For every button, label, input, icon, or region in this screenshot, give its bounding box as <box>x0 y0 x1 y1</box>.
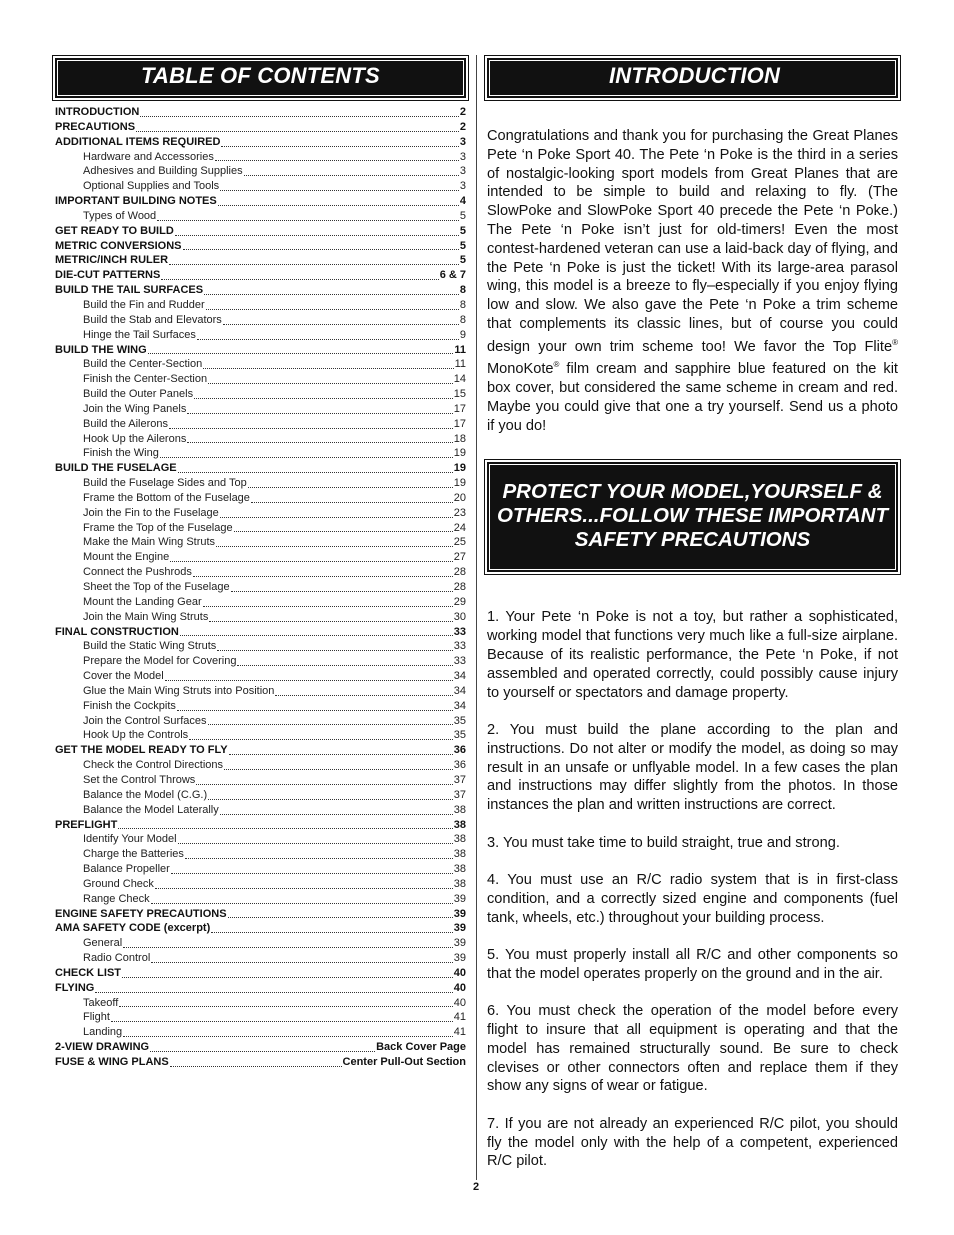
toc-entry-page: 38 <box>453 877 466 890</box>
toc-entry <box>55 446 466 461</box>
toc-entry-page: 39 <box>453 907 466 920</box>
toc-leader-dots <box>123 946 453 948</box>
toc-entry-page: 2 <box>459 106 466 118</box>
toc-entry-page: 18 <box>453 432 466 445</box>
toc-leader-dots <box>118 827 452 829</box>
toc-entry <box>55 788 466 803</box>
precaution-item: 4. You must use an R/C radio system that is in first-class condition, and a correctly sized engine and components (fuel tank, wheels, etc.) throughout your building process. <box>487 872 898 926</box>
toc-leader-dots <box>251 501 453 503</box>
toc-leader-dots <box>175 234 459 236</box>
toc-entry-page: 39 <box>453 952 466 965</box>
toc-leader-dots <box>157 219 459 221</box>
toc-entry <box>55 253 466 268</box>
toc-leader-dots <box>216 545 453 547</box>
toc-leader-dots <box>275 694 452 696</box>
toc-entry-label: Sheet the Top of the Fuselage <box>83 581 230 593</box>
toc-entry-label: BUILD THE WING <box>55 343 147 356</box>
toc-entry-page: 41 <box>453 1026 466 1039</box>
toc-leader-dots <box>169 263 459 265</box>
toc-entry <box>55 105 466 120</box>
toc-leader-dots <box>248 486 453 488</box>
introduction-banner <box>487 58 898 98</box>
toc-entry-label: Build the Outer Panels <box>83 388 194 401</box>
toc-entry <box>55 818 466 833</box>
toc-entry <box>55 268 466 283</box>
toc-entry-page: 19 <box>453 447 466 460</box>
toc-entry-page: 34 <box>453 684 466 697</box>
toc-leader-dots <box>171 872 453 874</box>
introduction-text-part2: MonoKote <box>487 361 554 378</box>
toc-leader-dots <box>221 145 458 147</box>
toc-entry <box>55 164 466 179</box>
precaution-item: 7. If you are not already an experienced R/C pilot, you should fly the model only with the help of a competent, experienced R/C pilot. <box>487 1115 898 1170</box>
toc-leader-dots <box>140 115 459 117</box>
toc-entry-page: 38 <box>453 833 466 846</box>
toc-leader-dots <box>244 174 459 176</box>
toc-entry-label: Range Check <box>83 892 150 905</box>
toc-entry-page: 8 <box>459 284 466 297</box>
toc-entry <box>55 877 466 892</box>
toc-entry-page: 40 <box>453 966 466 979</box>
toc-entry-label: Hinge the Tail Surfaces <box>83 328 196 341</box>
toc-entry <box>55 862 466 877</box>
page-number: 2 <box>473 1181 480 1193</box>
toc-entry-label: Finish the Wing <box>83 447 159 460</box>
toc-entry-label: PREFLIGHT <box>55 818 118 831</box>
toc-entry-page: 38 <box>453 848 466 861</box>
toc-leader-dots <box>180 634 453 636</box>
toc-entry-label: METRIC/INCH RULER <box>55 254 169 267</box>
toc-entry <box>55 372 466 387</box>
toc-leader-dots <box>220 813 453 815</box>
toc-leader-dots <box>122 976 453 978</box>
precaution-item: 1. Your Pete ‘n Poke is not a toy, but rather a sophisticated, working model that functions very much like a full-size airplane. Because of its realistic performance, the Pete ‘n Poke, if not assembled and operated correctly, could possibly cause injury to yourself or spectators and damage property. <box>487 609 898 701</box>
toc-entry-page: 38 <box>453 803 466 816</box>
toc-leader-dots <box>194 397 453 399</box>
toc-entry-label: INTRODUCTION <box>55 106 140 118</box>
toc-leader-dots <box>165 679 453 681</box>
toc-entry-page: 20 <box>453 491 466 504</box>
toc-leader-dots <box>208 382 453 384</box>
toc-entry <box>55 684 466 699</box>
precaution-item: 5. You must properly install all R/C and other components so that the model operates properly on the ground and in the air. <box>487 947 898 982</box>
toc-entry <box>55 758 466 773</box>
toc-entry-label: CHECK LIST <box>55 966 121 979</box>
toc-entry <box>55 1040 466 1055</box>
toc-leader-dots <box>185 857 453 859</box>
toc-entry <box>55 565 466 580</box>
toc-entry-page: 33 <box>453 640 466 653</box>
toc-entry <box>55 224 466 239</box>
toc-entry-page: 39 <box>453 922 466 935</box>
toc-entry-page: 35 <box>453 714 466 727</box>
toc-entry-page: 19 <box>453 462 466 475</box>
toc-leader-dots <box>170 560 453 562</box>
toc-entry-page: 39 <box>453 937 466 950</box>
toc-entry-label: Flight <box>83 1011 110 1024</box>
toc-entry-page: 19 <box>453 477 466 490</box>
toc-entry <box>55 699 466 714</box>
toc-entry-label: BUILD THE TAIL SURFACES <box>55 284 204 297</box>
toc-leader-dots <box>177 709 453 711</box>
toc-entry <box>55 402 466 417</box>
toc-entry-page: 4 <box>459 195 466 208</box>
toc-entry-label: Optional Supplies and Tools <box>83 180 220 193</box>
toc-entry-label: General <box>83 937 123 950</box>
toc-entry-page: Center Pull-Out Section <box>342 1056 466 1068</box>
toc-entry-label: ENGINE SAFETY PRECAUTIONS <box>55 907 227 920</box>
toc-entry <box>55 135 466 150</box>
toc-entry-page: 9 <box>459 328 466 341</box>
toc-entry <box>55 981 466 996</box>
toc-leader-dots <box>237 664 452 666</box>
toc-entry-page: 2 <box>459 120 466 133</box>
toc-leader-dots <box>204 293 459 295</box>
toc-leader-dots <box>217 649 452 651</box>
toc-leader-dots <box>209 620 452 622</box>
toc-title: TABLE OF CONTENTS <box>141 63 380 88</box>
toc-entry-page: 38 <box>453 818 466 831</box>
toc-entry <box>55 714 466 729</box>
toc-entry-label: Ground Check <box>83 877 154 890</box>
toc-entry-label: METRIC CONVERSIONS <box>55 239 182 252</box>
toc-entry <box>55 209 466 224</box>
toc-entry-label: Connect the Pushrods <box>83 566 192 579</box>
toc-leader-dots <box>160 456 453 458</box>
toc-leader-dots <box>196 783 452 785</box>
toc-entry-label: Identify Your Model <box>83 833 177 846</box>
toc-entry <box>55 239 466 254</box>
toc-entry-label: Cover the Model <box>83 670 164 683</box>
toc-entry-label: IMPORTANT BUILDING NOTES <box>55 195 217 208</box>
toc-leader-dots <box>178 471 453 473</box>
toc-entry-page: 34 <box>453 699 466 712</box>
toc-entry-page: Back Cover Page <box>376 1041 466 1054</box>
toc-entry <box>55 535 466 550</box>
toc-leader-dots <box>206 308 459 310</box>
toc-entry-label: Build the Ailerons <box>83 417 168 430</box>
toc-entry-page: 11 <box>454 343 466 356</box>
right-column <box>487 58 898 1190</box>
toc-entry-label: Radio Control <box>83 952 151 965</box>
registered-mark: ® <box>892 337 898 347</box>
toc-entry-page: 36 <box>453 744 466 757</box>
toc-entry-label: FUSE & WING PLANS <box>55 1056 169 1068</box>
toc-entry <box>55 654 466 669</box>
toc-entry <box>55 432 466 447</box>
toc-entry <box>55 313 466 328</box>
toc-entry <box>55 966 466 981</box>
toc-entry <box>55 283 466 298</box>
toc-entry <box>55 743 466 758</box>
toc-entry-label: Hook Up the Controls <box>83 729 189 742</box>
toc-entry-page: 8 <box>459 298 466 311</box>
toc-entry-label: Join the Main Wing Struts <box>83 610 209 623</box>
toc-leader-dots <box>223 323 459 325</box>
toc-entry <box>55 328 466 343</box>
toc-entry <box>55 521 466 536</box>
toc-leader-dots <box>151 902 453 904</box>
toc-entry-page: 23 <box>453 506 466 519</box>
toc-entry-page: 27 <box>453 551 466 564</box>
toc-entry-label: Hook Up the Ailerons <box>83 432 187 445</box>
toc-entry-label: Glue the Main Wing Struts into Position <box>83 684 275 697</box>
precaution-item: 2. You must build the plane according to the plan and instructions. Do not alter or modify the model, as doing so may result in an unsafe or unflyable model. In a few cases the plan and instructions may differ slightly from the photos. In those instances the plan and written instructions are correct. <box>487 722 898 814</box>
toc-leader-dots <box>218 204 459 206</box>
toc-entry <box>55 580 466 595</box>
toc-entry-label: Charge the Batteries <box>83 848 184 861</box>
toc-leader-dots <box>169 427 453 429</box>
toc-entry-page: 40 <box>453 996 466 1009</box>
toc-leader-dots <box>211 931 453 933</box>
toc-entry-label: BUILD THE FUSELAGE <box>55 462 177 475</box>
toc-leader-dots <box>228 916 453 918</box>
toc-leader-dots <box>148 352 454 354</box>
toc-entry-label: Build the Fuselage Sides and Top <box>83 477 247 490</box>
toc-entry <box>55 907 466 922</box>
toc-leader-dots <box>187 412 452 414</box>
toc-entry <box>55 936 466 951</box>
toc-entry <box>55 1025 466 1040</box>
toc-entry-label: Join the Fin to the Fuselage <box>83 506 219 519</box>
toc-entry-page: 33 <box>453 655 466 668</box>
toc-entry-page: 39 <box>453 892 466 905</box>
toc-entry <box>55 595 466 610</box>
toc-leader-dots <box>161 278 438 280</box>
toc-entry-label: Frame the Bottom of the Fuselage <box>83 491 250 504</box>
toc-entry-label: DIE-CUT PATTERNS <box>55 269 161 282</box>
toc-entry-label: PRECAUTIONS <box>55 120 136 133</box>
toc-leader-dots <box>178 842 453 844</box>
toc-entry-label: AMA SAFETY CODE (excerpt) <box>55 922 211 935</box>
toc-entry <box>55 951 466 966</box>
toc-entry-label: Build the Fin and Rudder <box>83 298 205 311</box>
toc-leader-dots <box>208 723 453 725</box>
table-of-contents <box>55 58 466 1070</box>
introduction-text-part3: film cream and sapphire blue featured on the kit box cover, but considered the same scheme in cream and red. Maybe you could give that one a try yourself. Send us a photo if you do! <box>487 361 898 434</box>
toc-entry-page: 33 <box>453 625 466 638</box>
toc-entry <box>55 832 466 847</box>
toc-entry <box>55 803 466 818</box>
toc-entry-label: Adhesives and Building Supplies <box>83 165 243 178</box>
toc-entry-label: GET READY TO BUILD <box>55 224 174 237</box>
toc-entry-page: 14 <box>453 373 466 386</box>
toc-entry-page: 28 <box>453 566 466 579</box>
toc-leader-dots <box>136 130 459 132</box>
toc-entry-page: 41 <box>453 1011 466 1024</box>
toc-leader-dots <box>151 961 452 963</box>
toc-entry-page: 28 <box>453 581 466 593</box>
toc-leader-dots <box>234 530 453 532</box>
toc-entry <box>55 1010 466 1025</box>
toc-leader-dots <box>155 887 453 889</box>
toc-entry <box>55 179 466 194</box>
toc-entry-page: 35 <box>453 729 466 742</box>
toc-entry-page: 29 <box>453 595 466 608</box>
toc-entry-label: Check the Control Directions <box>83 759 224 772</box>
toc-entry <box>55 506 466 521</box>
toc-entry <box>55 550 466 565</box>
toc-entry <box>55 298 466 313</box>
toc-entry-label: ADDITIONAL ITEMS REQUIRED <box>55 135 221 148</box>
toc-entry-label: Build the Center-Section <box>83 358 203 371</box>
toc-entry-label: Prepare the Model for Covering <box>83 655 237 668</box>
toc-entry-page: 5 <box>459 209 466 222</box>
toc-entry-label: GET THE MODEL READY TO FLY <box>55 744 228 757</box>
toc-entry-page: 5 <box>459 254 466 267</box>
toc-entry-label: Balance the Model (C.G.) <box>83 788 208 801</box>
toc-entry-label: Build the Stab and Elevators <box>83 313 222 326</box>
toc-entry-label: Make the Main Wing Struts <box>83 536 216 549</box>
toc-entry-page: 25 <box>453 536 466 549</box>
toc-leader-dots <box>215 159 459 161</box>
toc-entry <box>55 120 466 135</box>
toc-leader-dots <box>208 798 453 800</box>
toc-entry-page: 34 <box>453 670 466 683</box>
toc-leader-dots <box>203 605 453 607</box>
toc-entry-label: Landing <box>83 1026 123 1039</box>
introduction-title: INTRODUCTION <box>609 63 781 88</box>
toc-entry-page: 24 <box>453 521 466 534</box>
toc-entry-page: 17 <box>453 417 466 430</box>
toc-entry <box>55 476 466 491</box>
toc-entry-page: 3 <box>459 150 466 163</box>
toc-leader-dots <box>224 768 453 770</box>
precaution-item: 6. You must check the operation of the model before every flight to insure that all equipment is operating and that the model has remained structurally sound. Be sure to check clevises or other connectors often and replace them if they show any signs of wear or fatigue. <box>487 1003 898 1095</box>
toc-entry <box>55 773 466 788</box>
toc-entry-label: Mount the Engine <box>83 551 170 564</box>
toc-entry <box>55 669 466 684</box>
toc-leader-dots <box>220 189 459 191</box>
toc-leader-dots <box>150 1050 375 1052</box>
toc-entry-page: 40 <box>453 981 466 994</box>
toc-entry <box>55 847 466 862</box>
toc-entry-label: Balance the Model Laterally <box>83 803 219 816</box>
toc-leader-dots <box>95 991 452 993</box>
toc-entry <box>55 625 466 640</box>
registered-mark: ® <box>553 360 560 370</box>
toc-entry <box>55 150 466 165</box>
toc-entry <box>55 417 466 432</box>
toc-leader-dots <box>123 1035 453 1037</box>
toc-leader-dots <box>170 1065 342 1067</box>
toc-entry-label: Build the Static Wing Struts <box>83 640 217 653</box>
toc-entry-page: 11 <box>454 358 466 371</box>
toc-entry-label: FINAL CONSTRUCTION <box>55 625 179 638</box>
toc-entry-label: Frame the Top of the Fuselage <box>83 521 233 534</box>
toc-entry-label: FLYING <box>55 981 95 994</box>
toc-leader-dots <box>220 516 453 518</box>
toc-entry <box>55 921 466 936</box>
toc-entry <box>55 996 466 1011</box>
toc-entry-page: 36 <box>453 759 466 772</box>
toc-entry <box>55 639 466 654</box>
toc-entry-page: 6 & 7 <box>439 269 466 282</box>
toc-entry <box>55 357 466 372</box>
toc-entry-page: 3 <box>459 180 466 193</box>
toc-entry <box>55 610 466 625</box>
introduction-text-part1: Congratulations and thank you for purchasing the Great Planes Pete ‘n Poke Sport 40. The Pete ‘n Poke is the third in a series of nostalgic-looking sport models from Great Planes that are intended to be simple to build and relaxing to fly. (The SlowPoke and SlowPoke Sport 40 precede the Pete ‘n Poke.) The Pete ‘n Poke isn’t just for old-timers! Even the most contest-hardened veteran can use a laid-back day of flying, and the Pete ‘n Poke is just the ticket! With its large-area parasol wing, this model is a breeze to fly–especially if you enjoy flying low and slow. We also gave the Pete ‘n Poke a trim scheme that complements its classic lines, but of course you could design your own trim scheme too! We favor the Top Flite <box>487 128 898 355</box>
toc-entry-page: 17 <box>453 402 466 415</box>
toc-entry <box>55 892 466 907</box>
toc-entry-page: 5 <box>459 239 466 252</box>
toc-entry <box>55 728 466 743</box>
toc-entry-label: Finish the Cockpits <box>83 699 176 712</box>
toc-entry-label: 2-VIEW DRAWING <box>55 1041 150 1054</box>
toc-leader-dots <box>229 753 453 755</box>
toc-entry <box>55 1055 466 1070</box>
toc-list <box>55 105 466 1070</box>
introduction-body <box>487 127 898 435</box>
toc-entry-label: Finish the Center-Section <box>83 373 208 386</box>
toc-entry <box>55 387 466 402</box>
safety-precautions-list <box>487 608 898 1171</box>
toc-leader-dots <box>231 590 453 592</box>
toc-entry-page: 5 <box>459 224 466 237</box>
toc-leader-dots <box>183 248 459 250</box>
toc-entry <box>55 491 466 506</box>
toc-entry-page: 37 <box>453 788 466 801</box>
safety-title: PROTECT YOUR MODEL,YOURSELF & OTHERS...FOLLOW THESE IMPORTANT SAFETY PRECAUTIONS <box>496 480 888 552</box>
toc-leader-dots <box>189 738 453 740</box>
toc-entry-label: Types of Wood <box>83 209 157 222</box>
toc-entry-page: 30 <box>453 610 466 623</box>
toc-entry-page: 37 <box>453 773 466 786</box>
toc-entry-label: Set the Control Throws <box>83 773 196 786</box>
column-divider <box>476 55 477 1180</box>
toc-entry-label: Takeoff <box>83 996 119 1009</box>
toc-entry-label: Balance Propeller <box>83 863 170 876</box>
toc-entry-label: Mount the Landing Gear <box>83 595 202 608</box>
toc-entry-label: Join the Wing Panels <box>83 402 187 415</box>
toc-entry-page: 15 <box>453 388 466 401</box>
toc-leader-dots <box>203 367 453 369</box>
toc-entry-page: 8 <box>459 313 466 326</box>
toc-banner <box>55 58 466 98</box>
toc-entry-page: 38 <box>453 863 466 876</box>
toc-entry-page: 3 <box>459 135 466 148</box>
toc-leader-dots <box>197 338 459 340</box>
toc-entry-label: Join the Control Surfaces <box>83 714 207 727</box>
precaution-item: 3. You must take time to build straight, true and strong. <box>487 834 840 851</box>
toc-leader-dots <box>119 1005 452 1007</box>
toc-entry <box>55 194 466 209</box>
toc-entry-label: Hardware and Accessories <box>83 150 214 163</box>
toc-entry <box>55 461 466 476</box>
safety-banner <box>487 462 898 572</box>
toc-entry-page: 3 <box>459 165 466 178</box>
toc-leader-dots <box>187 441 452 443</box>
toc-leader-dots <box>111 1020 453 1022</box>
toc-leader-dots <box>193 575 453 577</box>
toc-entry <box>55 343 466 358</box>
